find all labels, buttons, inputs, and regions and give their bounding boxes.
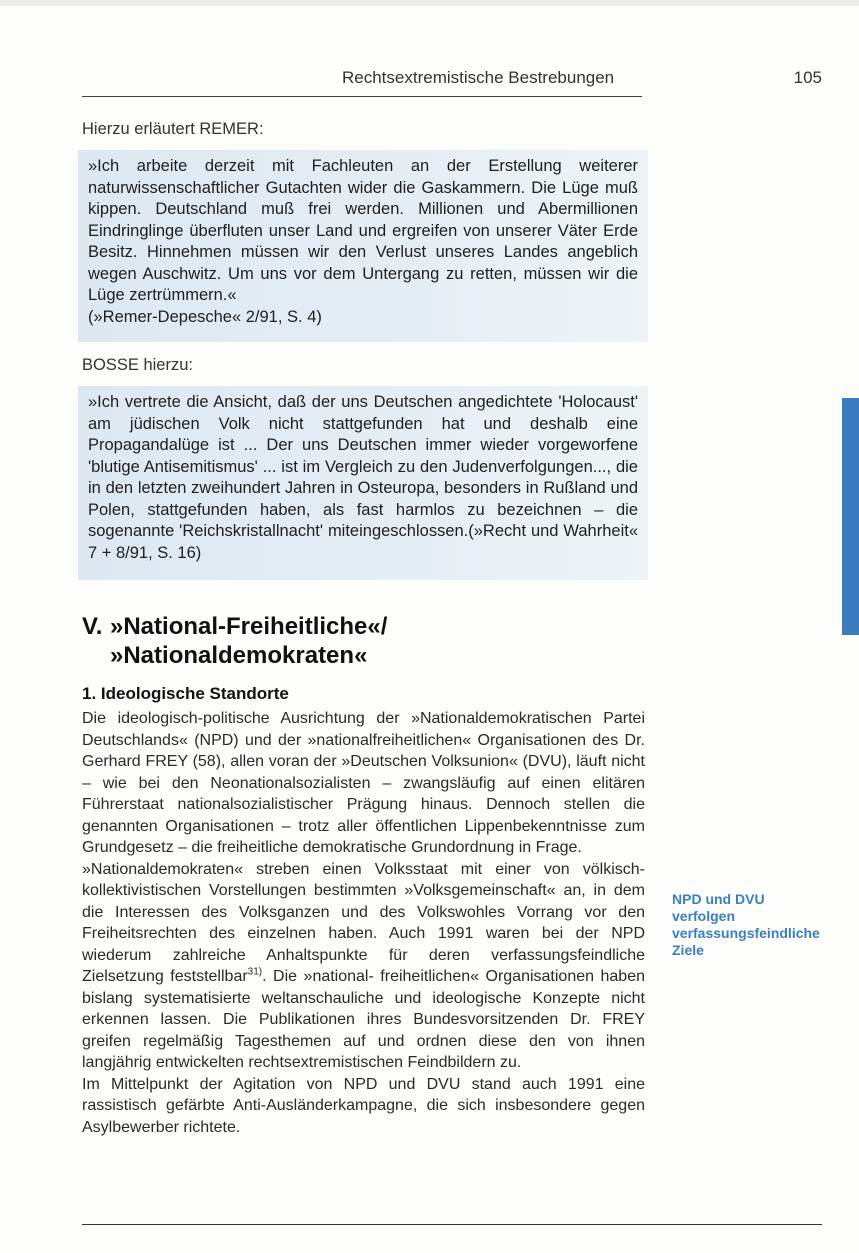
bottom-rule bbox=[82, 1224, 822, 1225]
running-header bbox=[82, 68, 822, 94]
header-title: Rechtsextremistische Bestrebungen bbox=[342, 68, 615, 87]
paragraph-2-part-a: »Nationaldemokraten« streben einen Volksstaat mit einer von völkisch-kollektivistischen Vorstellungen bestimmten »Volksgemeinschaft« an, in dem die Interessen des Volksganzen und des Volkswohles Vorrang vor den Freiheitsrechten des einzelnen haben. Auch 1991 waren bei der NPD wiederum zahlreiche Anhaltspunkte für deren verfassungsfeindliche Zielsetzung feststellbar bbox=[82, 860, 645, 985]
quote-bosse bbox=[78, 386, 648, 580]
intro-remer: Hierzu erläutert REMER: bbox=[82, 120, 264, 138]
margin-note: NPD und DVU verfolgen verfassungsfeindliche Ziele bbox=[672, 891, 820, 958]
page-top-edge bbox=[0, 0, 859, 6]
page-number: 105 bbox=[793, 68, 822, 87]
body-text bbox=[82, 708, 645, 1138]
paragraph-2 bbox=[82, 859, 645, 1074]
subsection-heading: 1. Ideologische Standorte bbox=[82, 684, 289, 703]
paragraph-1: Die ideologisch-politische Ausrichtung der »Nationaldemokratischen Partei Deutschlands« (NPD) und der »nationalfreiheitlichen« Organisationen des Dr. Gerhard FREY (58), allen voran der »Deutschen Volksunion« (DVU), läuft nicht – wie bei den Neonationalsozialisten – zwangsläufig auf einen elitären Führerstaat nationalsozialistischer Prägung hinaus. Dennoch stellen die genannten Organisationen – trotz aller öffentlichen Lippenbekenntnisse zum Grundgesetz – die freiheitliche demokratische Grundordnung in Frage. bbox=[82, 710, 645, 856]
section-number: V. bbox=[82, 613, 103, 640]
section-title-line2: »Nationaldemokraten« bbox=[110, 642, 368, 669]
quote-bosse-text: »Ich vertrete die Ansicht, daß der uns Deutschen angedichtete 'Holocaust' am jüdischen Volk nicht stattgefunden hat und deshalb eine Propagandalüge ist ... Der uns Deutschen immer wieder vorgeworfene 'blutige Antisemitismus' ... ist im Vergleich zu den Judenverfolgungen..., die in den letzten zweihundert Jahren in Osteuropa, besonders in Rußland und Polen, stattgefunden haben, als fast harmlos zu bezeichnen – die sogenannte 'Reichskristallnacht' miteingeschlossen.(»Recht und Wahrheit« 7 + 8/91, S. 16) bbox=[88, 393, 638, 562]
paragraph-3: Im Mittelpunkt der Agitation von NPD und DVU stand auch 1991 eine rassistisch gefärbte Anti-Ausländerkampagne, die sich insbesondere gegen Asylbewerber richtete. bbox=[82, 1075, 645, 1136]
quote-remer-text: »Ich arbeite derzeit mit Fachleuten an der Erstellung weiterer naturwissenschaftlicher Gutachten wider die Gaskammern. Die Lüge muß kippen. Deutschland muß frei werden. Millionen und Abermillionen Eindringlinge überfluten unser Land und ergreifen von unserer Väter Erde Besitz. Hinnehmen müssen wir den Verlust unseres Landes angeblich wegen Auschwitz. Um uns vor dem Untergang zu retten, müssen wir die Lüge zertrümmern.« bbox=[88, 157, 638, 304]
section-heading bbox=[82, 612, 642, 670]
quote-remer-source: (»Remer-Depesche« 2/91, S. 4) bbox=[88, 307, 322, 326]
footnote-ref: 31) bbox=[247, 966, 263, 978]
side-tab-marker bbox=[842, 398, 859, 635]
paragraph-2-part-b: . Die »national- freiheitlichen« Organisationen haben bislang systematisierte weltanschauliche und ideologische Konzepte nicht erkennen lassen. Die Publikationen ihres Bundesvorsitzenden Dr. FREY greifen regelmäßig Tagesthemen auf und ordnen diese den von ihnen langjährig entwickelten rechtsextremistischen Feindbildern zu. bbox=[82, 968, 645, 1071]
header-rule bbox=[82, 96, 642, 97]
section-title-line1: »National-Freiheitliche«/ bbox=[110, 613, 388, 640]
intro-bosse: BOSSE hierzu: bbox=[82, 356, 193, 374]
quote-remer bbox=[78, 150, 648, 342]
